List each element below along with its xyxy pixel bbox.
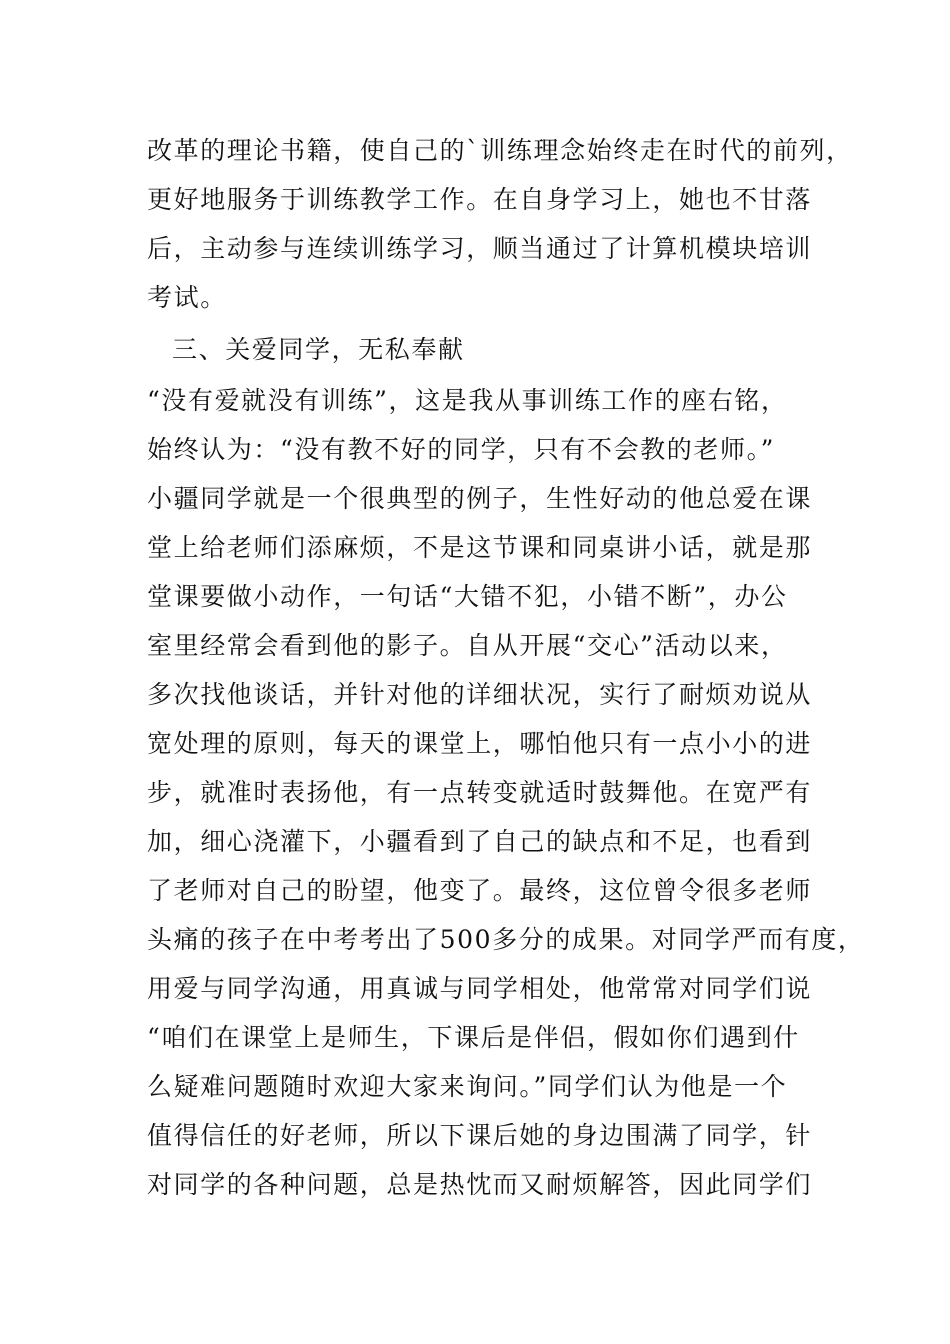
paragraph-line: 么疑难问题随时欢迎大家来询问。”同学们认为他是一个 bbox=[147, 1072, 788, 1101]
paragraph-line: 多次找他谈话，并针对他的详细状况，实行了耐烦劝说从 bbox=[147, 680, 813, 709]
paragraph-line: 加，细心浇灌下，小疆看到了自己的缺点和不足，也看到 bbox=[147, 827, 813, 856]
paragraph-line: 考试。 bbox=[147, 283, 227, 312]
paragraph-line: 宽处理的原则，每天的课堂上，哪怕他只有一点小小的进 bbox=[147, 729, 813, 758]
paragraph-line: 小疆同学就是一个很典型的例子，生性好动的他总爱在课 bbox=[147, 484, 813, 513]
paragraph-line: 堂上给老师们添麻烦，不是这节课和同桌讲小话，就是那 bbox=[147, 533, 813, 562]
paragraph-line: “没有爱就没有训练”，这是我从事训练工作的座右铭， bbox=[147, 386, 788, 415]
paragraph-line: 用爱与同学沟通，用真诚与同学相处，他常常对同学们说 bbox=[147, 974, 813, 1003]
paragraph-line: 对同学的各种问题，总是热忱而又耐烦解答，因此同学们 bbox=[147, 1170, 813, 1199]
paragraph-line: 更好地服务于训练教学工作。在自身学习上，她也不甘落 bbox=[147, 185, 813, 214]
paragraph-line: 步，就准时表扬他，有一点转变就适时鼓舞他。在宽严有 bbox=[147, 778, 813, 807]
paragraph-line: 堂课要做小动作，一句话“大错不犯，小错不断”，办公 bbox=[147, 582, 788, 611]
paragraph-line: 了老师对自己的盼望，他变了。最终，这位曾令很多老师 bbox=[147, 876, 813, 905]
paragraph-line: 后，主动参与连续训练学习，顺当通过了计算机模块培训 bbox=[147, 234, 813, 263]
paragraph-line: “咱们在课堂上是师生，下课后是伴侣，假如你们遇到什 bbox=[147, 1023, 800, 1052]
paragraph-line: 室里经常会看到他的影子。自从开展“交心”活动以来， bbox=[147, 631, 788, 660]
paragraph-line: 头痛的孩子在中考考出了500多分的成果。对同学严而有度， bbox=[147, 925, 865, 954]
section-heading: 三、关爱同学，无私奉献 bbox=[172, 335, 465, 364]
paragraph-line: 改革的理论书籍，使自己的`训练理念始终走在时代的前列， bbox=[147, 136, 853, 165]
paragraph-line: 值得信任的好老师，所以下课后她的身边围满了同学，针 bbox=[147, 1121, 813, 1150]
paragraph-line: 始终认为：“没有教不好的同学，只有不会教的老师。” bbox=[147, 435, 776, 464]
